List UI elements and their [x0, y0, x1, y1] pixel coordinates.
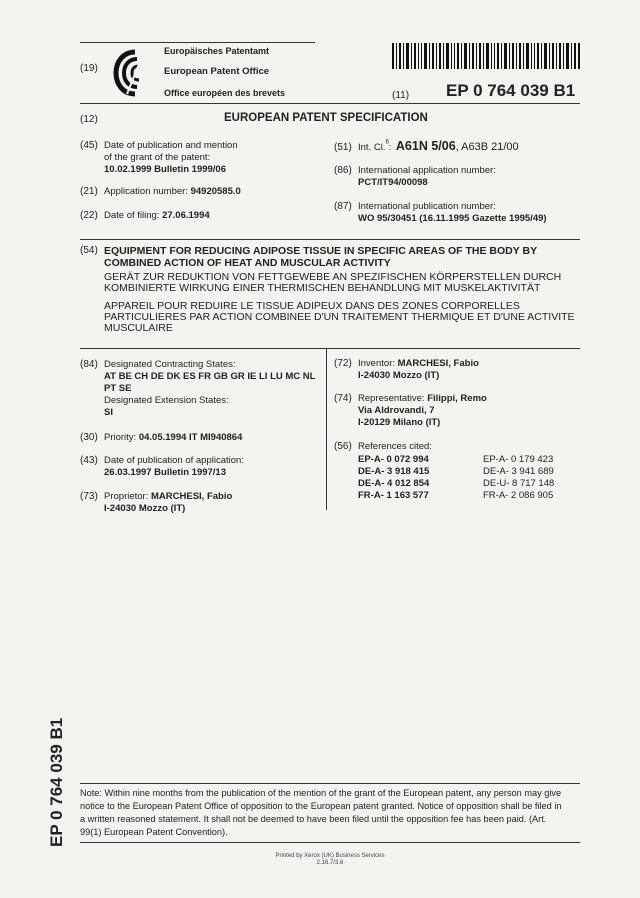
- header-rule-bottom: [80, 103, 580, 104]
- note-line: Note: Within nine months from the publication of the mention of the grant of the European patent, any person may give: [80, 788, 562, 798]
- title-fr-1: APPAREIL POUR REDUIRE LE TISSUE ADIPEUX DANS DES ZONES CORPORELLES: [104, 300, 520, 312]
- field-73-name: MARCHESI, Fabio: [151, 491, 233, 502]
- title-en-1: EQUIPMENT FOR REDUCING ADIPOSE TISSUE IN SPECIFIC AREAS OF THE BODY BY: [104, 245, 538, 257]
- field-30-code: (30): [80, 432, 98, 443]
- field-84-states-2: PT SE: [104, 383, 132, 394]
- field-21-label: Application number:: [104, 186, 188, 197]
- spec-title: EUROPEAN PATENT SPECIFICATION: [224, 112, 428, 124]
- printer-footer: [230, 853, 430, 867]
- field-51-colon: :: [388, 142, 392, 153]
- header-rule-top: [80, 42, 315, 43]
- note-line: a written reasoned statement. It shall not be deemed to have been filed until the opposition fee has been paid. (Art.: [80, 814, 547, 824]
- footer-line: Printed by Xerox (UK) Business Services: [275, 853, 385, 859]
- field-51-sup: 6: [385, 139, 389, 146]
- office-name-fr: Office européen des brevets: [164, 88, 286, 98]
- barcode: [392, 43, 580, 69]
- reference-item: EP-A- 0 072 994: [358, 454, 429, 465]
- table-rule-top: [80, 348, 580, 349]
- field-84-ext-value: SI: [104, 407, 113, 418]
- field-22-label: Date of filing:: [104, 210, 160, 221]
- office-name-en: European Patent Office: [164, 66, 270, 77]
- title-fr-3: MUSCULAIRE: [104, 322, 173, 334]
- field-73-label: Proprietor:: [104, 491, 149, 502]
- field-72: [358, 358, 479, 370]
- field-56-label: References cited:: [358, 441, 432, 452]
- field-45-code: (45): [80, 140, 98, 151]
- opposition-note: [80, 787, 561, 839]
- note-rule-top: [80, 783, 580, 784]
- field-86-value: PCT/IT94/00098: [358, 177, 428, 188]
- field-73: [104, 491, 232, 503]
- field-87-value: WO 95/30451 (16.11.1995 Gazette 1995/49): [358, 213, 547, 224]
- reference-item: DE-A- 4 012 854: [358, 478, 430, 489]
- field-51-secondary: , A63B 21/00: [455, 141, 519, 153]
- field-84-code: (84): [80, 359, 98, 370]
- title-de-1: GERÄT ZUR REDUKTION VON FETTGEWEBE AN SPEZIFISCHEN KÖRPERSTELLEN DURCH: [104, 271, 562, 283]
- field-21-code: (21): [80, 186, 98, 197]
- field-43-code: (43): [80, 455, 98, 466]
- field-74-label: Representative:: [358, 393, 425, 404]
- title-de-2: KOMBINIERTE WIRKUNG EINER THERMISCHEN BEHANDLUNG MIT MUSKELAKTIVITÄT: [104, 282, 541, 294]
- office-name-de: Europäisches Patentamt: [164, 46, 270, 56]
- reference-item: FR-A- 1 163 577: [358, 490, 429, 501]
- field-72-name: MARCHESI, Fabio: [397, 358, 479, 369]
- column-divider: [326, 348, 327, 510]
- field-45-label: Date of publication and mention: [104, 140, 238, 151]
- reference-item: DE-A- 3 941 689: [483, 466, 554, 477]
- field-72-label: Inventor:: [358, 358, 395, 369]
- field-84-ext-label: Designated Extension States:: [104, 395, 229, 406]
- title-en-2: COMBINED ACTION OF HEAT AND MUSCULAR ACTIVITY: [104, 257, 391, 269]
- note-line: 99(1) European Patent Convention).: [80, 827, 228, 837]
- title-fr-2: PARTICULIERES PAR ACTION COMBINEE D'UN TRAITEMENT THERMIQUE ET D'UNE ACTIVITE: [104, 311, 575, 323]
- publication-number: EP 0 764 039 B1: [446, 81, 576, 100]
- field-73-address: I-24030 Mozzo (IT): [104, 503, 186, 514]
- publication-code: (11): [392, 90, 410, 101]
- title-code: (54): [80, 245, 98, 256]
- note-rule-bottom: [80, 842, 580, 843]
- field-45-label-2: of the grant of the patent:: [104, 152, 211, 163]
- field-30-value: 04.05.1994 IT MI940864: [138, 432, 243, 443]
- field-87-label: International publication number:: [358, 201, 496, 212]
- title-rule-top: [80, 239, 580, 240]
- field-74-address-1: Via Aldrovandi, 7: [358, 405, 435, 416]
- field-51: [358, 137, 519, 155]
- epo-logo: [113, 48, 157, 98]
- footer-line: 2.16.7/3.6: [316, 860, 344, 866]
- field-56-code: (56): [334, 441, 352, 452]
- note-line: notice to the European Patent Office of opposition to the European patent granted. Notice of opposition shall be filed in: [80, 801, 562, 811]
- reference-item: DE-A- 3 918 415: [358, 466, 430, 477]
- side-publication-number: EP 0 764 039 B1: [47, 717, 66, 847]
- field-74-code: (74): [334, 393, 352, 404]
- field-73-code: (73): [80, 491, 98, 502]
- reference-item: EP-A- 0 179 423: [483, 454, 554, 465]
- field-21: [104, 186, 241, 198]
- reference-item: FR-A- 2 086 905: [483, 490, 554, 501]
- field-74: [358, 393, 487, 405]
- title-de: [104, 272, 561, 294]
- field-72-address: I-24030 Mozzo (IT): [358, 370, 440, 381]
- field-84-states: AT BE CH DE DK ES FR GB GR IE LI LU MC NL: [104, 371, 316, 382]
- spec-code: (12): [80, 114, 98, 125]
- field-43-label: Date of publication of application:: [104, 455, 244, 466]
- field-74-name: Filippi, Remo: [427, 393, 487, 404]
- field-45-value: 10.02.1999 Bulletin 1999/06: [104, 164, 226, 175]
- field-86-label: International application number:: [358, 165, 496, 176]
- field-51-code: (51): [334, 142, 352, 153]
- reference-item: DE-U- 8 717 148: [483, 478, 555, 489]
- field-22-value: 27.06.1994: [162, 210, 210, 221]
- field-51-label: Int. Cl.: [358, 142, 386, 153]
- field-74-address-2: I-20129 Milano (IT): [358, 417, 441, 428]
- office-code: (19): [80, 63, 98, 74]
- field-43-value: 26.03.1997 Bulletin 1997/13: [104, 467, 226, 478]
- field-51-primary: A61N 5/06: [395, 139, 456, 153]
- title-en: [104, 245, 537, 269]
- field-86-code: (86): [334, 165, 352, 176]
- field-30: [104, 432, 242, 444]
- field-84-label: Designated Contracting States:: [104, 359, 236, 370]
- field-72-code: (72): [334, 358, 352, 369]
- field-22: [104, 210, 210, 222]
- field-87-code: (87): [334, 201, 352, 212]
- field-21-value: 94920585.0: [190, 186, 241, 197]
- field-22-code: (22): [80, 210, 98, 221]
- title-fr: [104, 301, 575, 334]
- field-30-label: Priority:: [104, 432, 137, 443]
